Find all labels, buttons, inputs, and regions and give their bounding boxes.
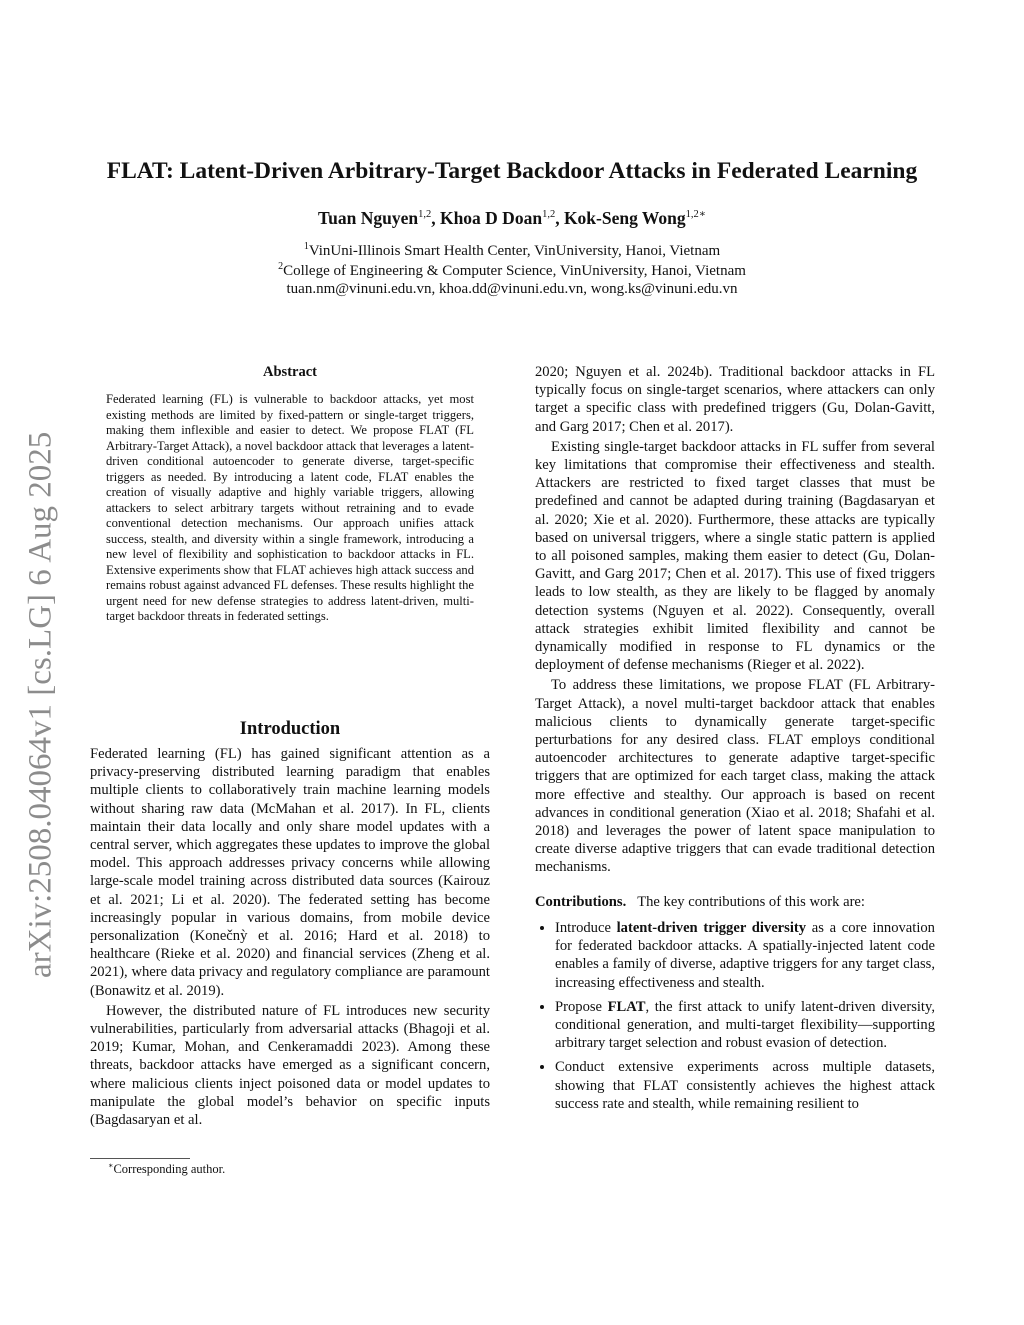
author-emails: tuan.nm@vinuni.edu.vn, khoa.dd@vinuni.edu.vn, wong.ks@vinuni.edu.vn bbox=[286, 281, 738, 297]
affiliation-mark: 2 bbox=[278, 261, 284, 272]
author-name: Tuan Nguyen bbox=[318, 208, 419, 228]
affiliation-mark: 1 bbox=[303, 241, 309, 252]
right-column bbox=[535, 363, 935, 1119]
introduction-body bbox=[90, 745, 490, 1131]
contribution-text: , the first attack to unify latent-driven diversity, conditional generation, and multi-target flexibility—supporting arbitrary target selection and robust evasion of detection. bbox=[555, 998, 935, 1052]
arxiv-stamp: arXiv:2508.04064v1 [cs.LG] 6 Aug 2025 bbox=[22, 431, 59, 978]
affiliation bbox=[60, 241, 964, 260]
contribution-emphasis: FLAT bbox=[607, 998, 646, 1015]
author-separator: , bbox=[431, 208, 440, 228]
paragraph: Federated learning (FL) has gained significant attention as a privacy-preserving distributed learning paradigm that enables multiple clients to collaboratively train machine learning models without sharing raw data (McMahan et al. 2017). In FL, clients maintain their data locally and only share model updates with a central server, which aggregates these updates to improve the global model. This approach addresses privacy concerns while allowing large-scale model training across distributed data sources (Kairouz et al. 2021; Li et al. 2020). The federated setting has become increasingly popular in various domains, from mobile device personalization (Konečnỳ et al. 2016; Hard et al. 2018) to healthcare (Rieke et al. 2020) and financial services (Zheng et al. 2021), where data privacy and regulatory compliance are paramount (Bonawitz et al. 2019). bbox=[90, 746, 490, 999]
author-name: Khoa D Doan bbox=[439, 208, 543, 228]
affiliation-text: College of Engineering & Computer Science, VinUniversity, Hanoi, Vietnam bbox=[283, 263, 746, 279]
author-separator: , bbox=[555, 208, 564, 228]
author-affiliation-mark: 1,2 bbox=[418, 209, 432, 221]
contribution-emphasis: latent-driven trigger diversity bbox=[616, 919, 807, 936]
author-name: Kok-Seng Wong bbox=[563, 208, 686, 228]
paragraph: However, the distributed nature of FL introduces new security vulnerabilities, particularly from adversarial attacks (Bhagoji et al. 2019; Kumar, Mohan, and Cenkeramaddi 2023). Among these threats, backdoor attacks have emerged as a significant concern, where malicious clients inject poisoned data or model updates to manipulate the global model’s behavior on specific inputs (Bagdasaryan et al. bbox=[90, 1002, 490, 1129]
footnote-text: Corresponding author. bbox=[113, 1162, 226, 1177]
contribution-text: Introduce bbox=[555, 919, 617, 936]
affiliation bbox=[60, 261, 964, 280]
contributions-list bbox=[535, 919, 935, 1113]
author-affiliation-mark: 1,2∗ bbox=[685, 209, 706, 221]
footnote-rule bbox=[90, 1158, 190, 1159]
contributions-heading: Contributions. bbox=[535, 893, 627, 910]
paper-title: FLAT: Latent-Driven Arbitrary-Target Backdoor Attacks in Federated Learning bbox=[106, 158, 918, 184]
abstract-heading: Abstract bbox=[263, 364, 317, 380]
author-list bbox=[60, 208, 964, 229]
abstract-body: Federated learning (FL) is vulnerable to backdoor attacks, yet most existing methods are limited by fixed-pattern or single-target triggers, making them inflexible and easier to detect. We propose FLAT (FL Arbitrary-Target Attack), a novel backdoor attack that leverages a latent-driven conditional autoencoder to generate diverse, target-specific triggers as needed. By introducing a latent code, FLAT enables the creation of visually adaptive and highly variable triggers, allowing attackers to select arbitrary targets without retraining and to evade conventional detection mechanisms. Our approach unifies attack success, stealth, and diversity within a single framework, introducing a new level of flexibility and sophistication to backdoor attacks in FL. Extensive experiments show that FLAT achieves high attack success and remains robust against advanced FL defenses. These results highlight the urgent need for new defense strategies to address latent-driven, multi-target backdoor threats in federated settings. bbox=[106, 392, 474, 623]
contribution-item bbox=[555, 1058, 935, 1113]
contributions-line bbox=[535, 893, 935, 911]
contributions-intro: The key contributions of this work are: bbox=[637, 893, 865, 910]
contribution-text: Conduct extensive experiments across multiple datasets, showing that FLAT consistently achieves the highest attack success rate and stealth, while remaining resilient to bbox=[555, 1059, 935, 1112]
paragraph: To address these limitations, we propose FLAT (FL Arbitrary-Target Attack), a novel multi-target backdoor attack that enables malicious clients to dynamically generate target-specific perturbations for any desired class. FLAT employs conditional autoencoder architectures to generate adaptive target-specific triggers that are optimized for each target class, making the attack more effective and stealthy. Our approach is based on recent advances in conditional generation (Xiao et al. 2018; Shafahi et al. 2018) and leverages the power of latent space manipulation to create diverse adaptive triggers that can evade traditional detection mechanisms. bbox=[535, 677, 935, 876]
contribution-item bbox=[555, 998, 935, 1053]
contribution-item bbox=[555, 919, 935, 992]
introduction-heading: Introduction bbox=[239, 719, 341, 739]
contribution-text: as a core innovation for federated backdoor attacks. A spatially-injected latent code enables a family of diverse, adaptive triggers for any target class, increasing effectiveness and stealth. bbox=[555, 919, 935, 991]
paragraph: 2020; Nguyen et al. 2024b). Traditional backdoor attacks in FL typically focus on single-target scenarios, where attackers can only target a specific class with predefined triggers (Gu, Dolan-Gavitt, and Garg 2017; Chen et al. 2017). bbox=[535, 364, 935, 435]
affiliation-text: VinUni-Illinois Smart Health Center, VinUniversity, Hanoi, Vietnam bbox=[308, 243, 721, 259]
author-affiliation-mark: 1,2 bbox=[542, 209, 556, 221]
paragraph: Existing single-target backdoor attacks in FL suffer from several key limitations that compromise their effectiveness and stealth. Attackers are restricted to fixed target classes that must be predefined and cannot be adapted during training (Bagdasaryan et al. 2020; Xie et al. 2020). Furthermore, these attacks are typically based on universal triggers, where a single static pattern is applied to all poisoned samples, making them easier to detect (Gu, Dolan-Gavitt, and Garg 2017; Chen et al. 2017). This use of fixed triggers leads to low stealth, as they are likely to be flagged by anomaly detection systems (Nguyen et al. 2022). Consequently, overall attack strategies exhibit limited flexibility and cannot be dynamically modified in response to FL dynamics or the deployment of defense mechanisms (Rieger et al. 2022). bbox=[535, 438, 935, 674]
footnote bbox=[108, 1161, 225, 1177]
footnote-mark: ∗ bbox=[108, 1161, 114, 1170]
contribution-text: Propose bbox=[555, 998, 608, 1015]
